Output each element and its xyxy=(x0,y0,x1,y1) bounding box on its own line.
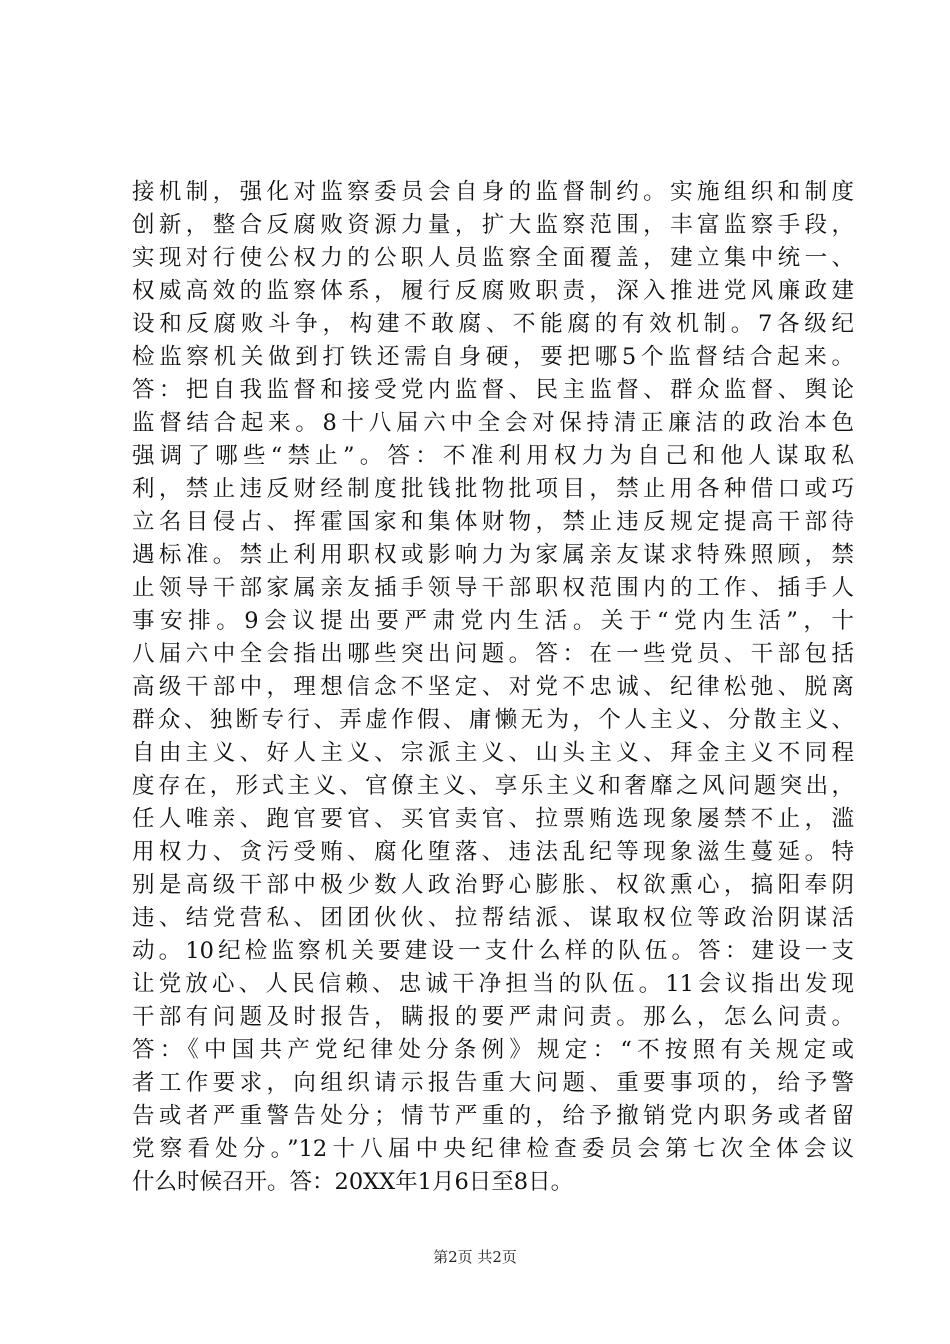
text-line: 权威高效的监察体系，履行反腐败职责，深入推进党风廉政建 xyxy=(132,278,854,304)
text-line: 监督结合起来。8十八届六中全会对保持清正廉洁的政治本色 xyxy=(132,410,854,436)
text-line: 什么时候召开。答：20XX年1月6日至8日。 xyxy=(132,1169,574,1195)
document-body xyxy=(132,176,854,1199)
text-line: 违、结党营私、团团伙伙、拉帮结派、谋取权位等政治阴谋活 xyxy=(132,905,854,931)
text-line: 干部有问题及时报告，瞒报的要严肃问责。那么，怎么问责。 xyxy=(132,1004,854,1030)
text-line: 任人唯亲、跑官要官、买官卖官、拉票贿选现象屡禁不止，滥 xyxy=(132,806,854,832)
page-footer: 第2页 共2页 xyxy=(433,1248,517,1266)
text-line: 告或者严重警告处分；情节严重的，给予撤销党内职务或者留 xyxy=(132,1103,854,1129)
text-line: 动。10纪检监察机关要建设一支什么样的队伍。答：建设一支 xyxy=(132,938,854,964)
text-line: 强调了哪些“禁止”。答：不准利用权力为自己和他人谋取私 xyxy=(132,443,854,469)
text-line: 度存在，形式主义、官僚主义、享乐主义和奢靡之风问题突出， xyxy=(132,773,854,799)
text-line: 答：《中国共产党纪律处分条例》规定：“不按照有关规定或 xyxy=(132,1037,854,1063)
text-line: 党察看处分。”12十八届中央纪律检查委员会第七次全体会议 xyxy=(132,1136,854,1162)
text-line: 立名目侵占、挥霍国家和集体财物，禁止违反规定提高干部待 xyxy=(132,509,854,535)
text-line: 用权力、贪污受贿、腐化堕落、违法乱纪等现象滋生蔓延。特 xyxy=(132,839,854,865)
text-line: 别是高级干部中极少数人政治野心膨胀、权欲熏心，搞阳奉阴 xyxy=(132,872,854,898)
text-line: 自由主义、好人主义、宗派主义、山头主义、拜金主义不同程 xyxy=(132,740,854,766)
text-line: 创新，整合反腐败资源力量，扩大监察范围，丰富监察手段， xyxy=(132,212,854,238)
text-line: 遇标准。禁止利用职权或影响力为家属亲友谋求特殊照顾，禁 xyxy=(132,542,854,568)
text-line: 设和反腐败斗争，构建不敢腐、不能腐的有效机制。7各级纪 xyxy=(132,311,854,337)
text-line: 止领导干部家属亲友插手领导干部职权范围内的工作、插手人 xyxy=(132,575,854,601)
text-line: 者工作要求，向组织请示报告重大问题、重要事项的，给予警 xyxy=(132,1070,854,1096)
text-line: 答：把自我监督和接受党内监督、民主监督、群众监督、舆论 xyxy=(132,377,854,403)
text-line: 检监察机关做到打铁还需自身硬，要把哪5个监督结合起来。 xyxy=(132,344,854,370)
text-line: 群众、独断专行、弄虚作假、庸懒无为，个人主义、分散主义、 xyxy=(132,707,854,733)
text-line: 高级干部中，理想信念不坚定、对党不忠诚、纪律松弛、脱离 xyxy=(132,674,854,700)
text-line: 利，禁止违反财经制度批钱批物批项目，禁止用各种借口或巧 xyxy=(132,476,854,502)
text-line: 让党放心、人民信赖、忠诚干净担当的队伍。11会议指出发现 xyxy=(132,971,854,997)
text-line: 接机制，强化对监察委员会自身的监督制约。实施组织和制度 xyxy=(132,179,854,205)
text-line: 事安排。9会议提出要严肃党内生活。关于“党内生活”，十 xyxy=(132,608,854,634)
text-line: 实现对行使公权力的公职人员监察全面覆盖，建立集中统一、 xyxy=(132,245,854,271)
text-line: 八届六中全会指出哪些突出问题。答：在一些党员、干部包括 xyxy=(132,641,854,667)
